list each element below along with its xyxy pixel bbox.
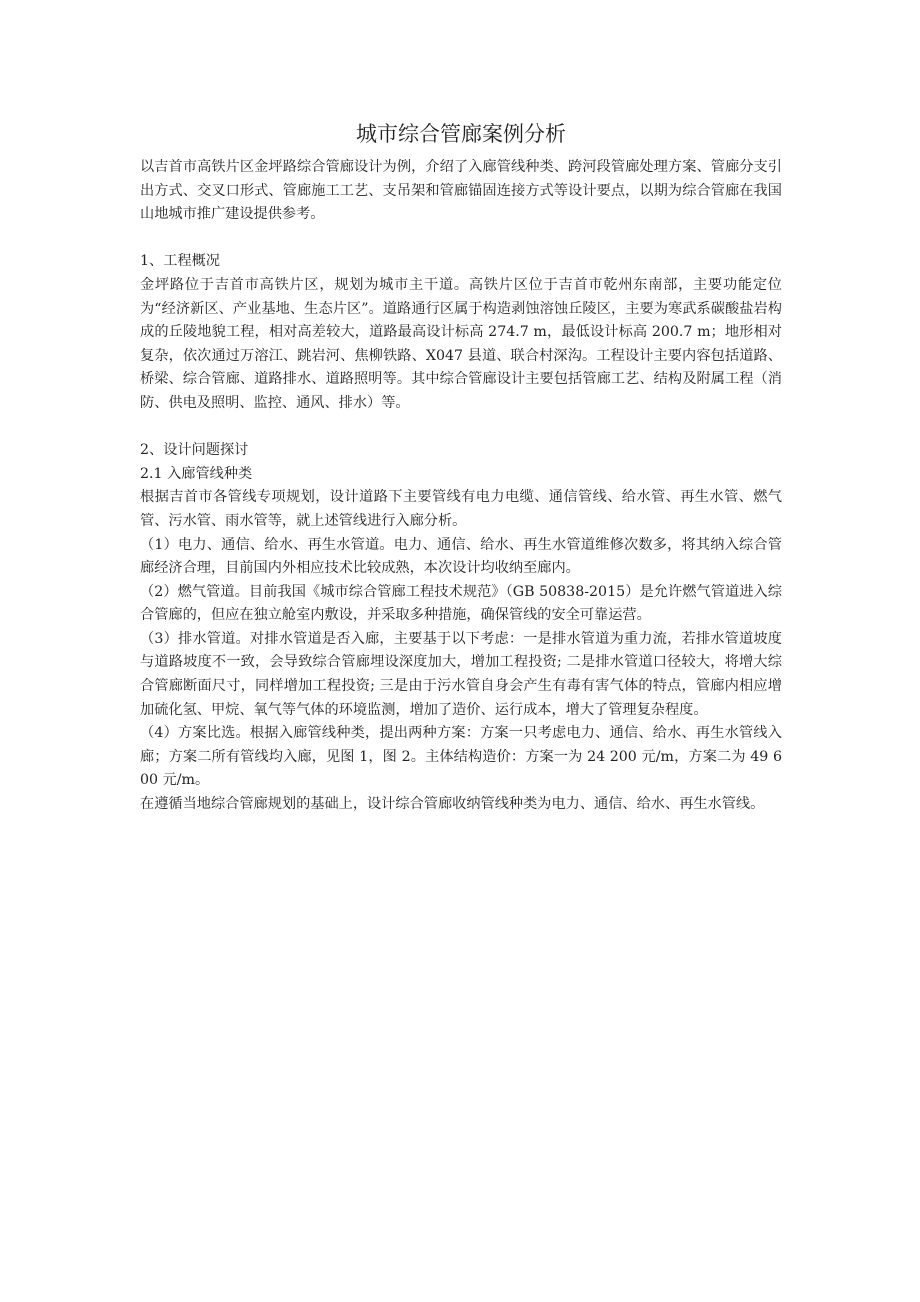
section-2-1-heading: 2.1 入廊管线种类 xyxy=(140,465,253,482)
document-title: 城市综合管廊案例分析 xyxy=(356,122,566,146)
item-4-paragraph: （4）方案比选。根据入廊管线种类，提出两种方案：方案一只考虑电力、通信、给水、再生水管线入廊；方案二所有管线均入廊，见图 1，图 2。主体结构造价：方案一为 24 200 元/m，方案二为 49 600 元/m。 xyxy=(140,725,782,789)
section-1-heading: 1、工程概况 xyxy=(140,253,220,270)
section-2-1-intro: 根据吉首市各管线专项规划，设计道路下主要管线有电力电缆、通信管线、给水管、再生水管、燃气管、污水管、雨水管等，就上述管线进行入廊分析。 xyxy=(140,489,782,529)
conclusion-paragraph: 在遵循当地综合管廊规划的基础上，设计综合管廊收纳管线种类为电力、通信、给水、再生水管线。 xyxy=(140,796,765,813)
item-3-paragraph: （3）排水管道。对排水管道是否入廊，主要基于以下考虑：一是排水管道为重力流，若排水管道坡度与道路坡度不一致，会导致综合管廊埋设深度加大，增加工程投资; 二是排水管道口径较大，将增大综合管廊断面尺寸，同样增加工程投资; 三是由于污水管自身会产生有毒有害气体的特点，管廊内相应增加硫化氢、甲烷、氧气等气体的环境监测，增加了造价、运行成本，增大了管理复杂程度。 xyxy=(140,630,782,718)
item-1-paragraph: （1）电力、通信、给水、再生水管道。电力、通信、给水、再生水管道维修次数多，将其纳入综合管廊经济合理，目前国内外相应技术比较成熟，本次设计均收纳至廊内。 xyxy=(140,536,782,577)
paragraph-spacer xyxy=(140,416,782,440)
paragraph-spacer xyxy=(140,227,782,251)
abstract-paragraph: 以吉首市高铁片区金坪路综合管廊设计为例，介绍了入廊管线种类、跨河段管廊处理方案、管廊分支引出方式、交叉口形式、管廊施工工艺、支吊架和管廊锚固连接方式等设计要点，以期为综合管廊在我国山地城市推广建设提供参考。 xyxy=(140,159,782,223)
document-page xyxy=(140,112,782,817)
section-2-heading: 2、设计问题探讨 xyxy=(140,442,249,459)
section-1-body: 金坪路位于吉首市高铁片区，规划为城市主干道。高铁片区位于吉首市乾州东南部，主要功能定位为“经济新区、产业基地、生态片区”。道路通行区属于构造剥蚀溶蚀丘陵区，主要为寒武系碳酸盐岩构成的丘陵地貌工程，相对高差较大，道路最高设计标高 274.7 m，最低设计标高 200.7 m；地形相对复杂，依次通过万溶江、跳岩河、焦柳铁路、X047 县道、联合村深沟。工程设计主要内容包括道路、桥梁、综合管廊、道路排水、道路照明等。其中综合管廊设计主要包括管廊工艺、结构及附属工程（消防、供电及照明、监控、通风、排水）等。 xyxy=(140,276,782,411)
item-2-paragraph: （2）燃气管道。目前我国《城市综合管廊工程技术规范》（GB 50838-2015）是允许燃气管道进入综合管廊的，但应在独立舱室内敷设，并采取多种措施，确保管线的安全可靠运营。 xyxy=(140,583,782,624)
